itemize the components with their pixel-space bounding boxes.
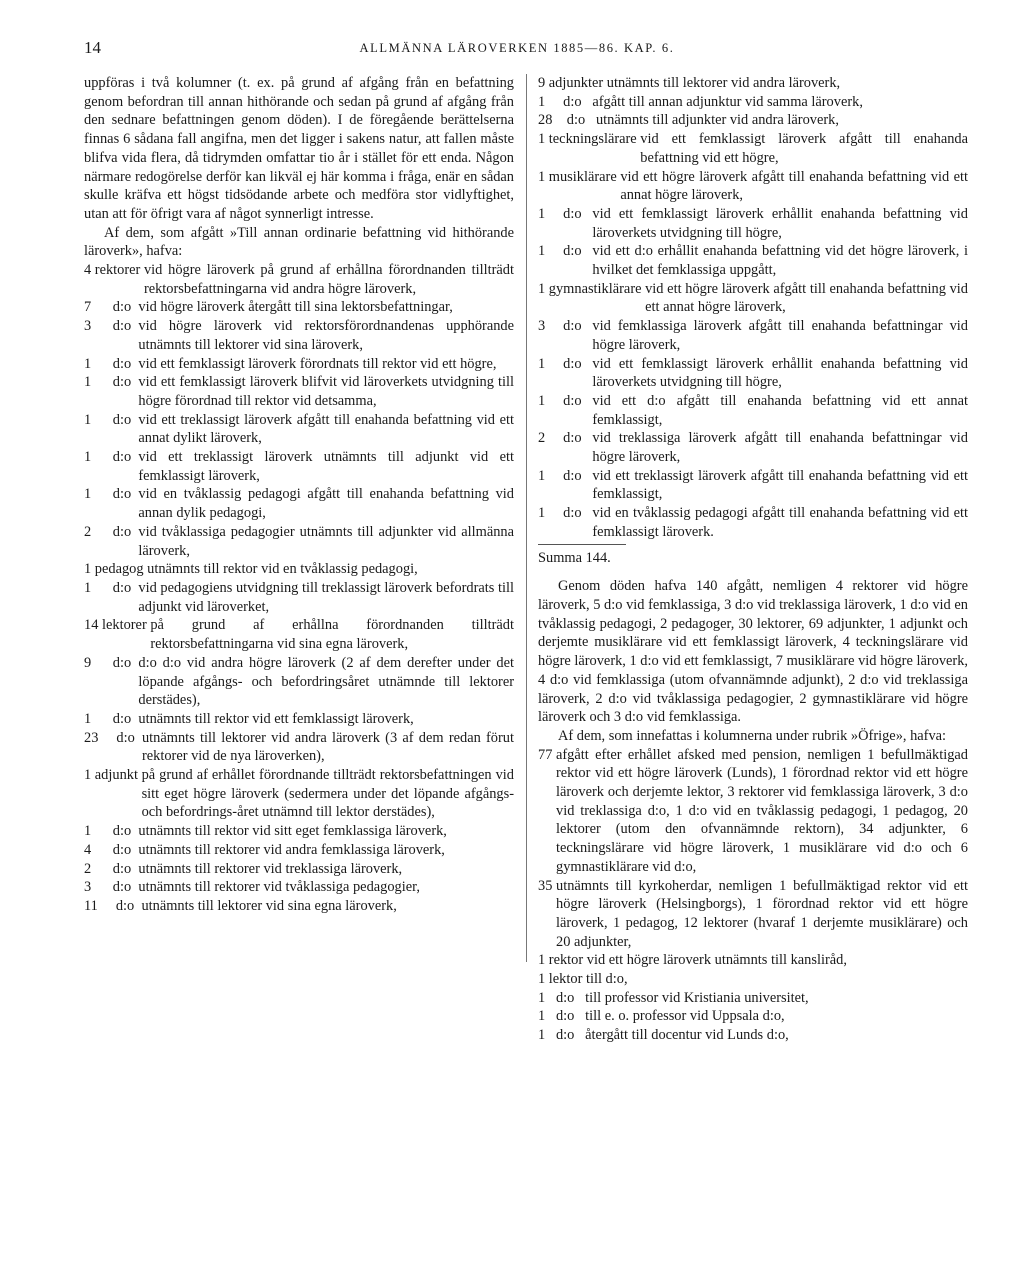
entry-count: 1 musiklärare [538,168,621,185]
entry-count: 1 d:o [84,486,139,503]
list-item [84,822,514,841]
entry-text: utnämnts till rektorer vid treklassiga läroverk, [138,860,403,877]
entry-text: vid ett treklassigt läroverk afgått till enahanda befattning vid ett femklassigt, [592,467,968,503]
entry-text: vid högre läroverk på grund af erhållna förordnanden tillträdt rektorsbefattningarna vid andra högre läroverk, [143,262,514,297]
entry-count: 1 d:o [84,823,139,840]
entry-text: vid treklassiga läroverk afgått till enahanda befattningar vid högre läroverk, [592,430,968,466]
list-item [84,878,514,897]
page-number: 14 [84,38,101,57]
entry-count: 1 gymnastiklärare [538,280,646,297]
list-item [84,560,514,579]
left-column [84,74,514,916]
list-item [84,448,514,485]
left-entry-list [84,261,514,916]
entry-text: utnämnts till rektor vid sitt eget femklassiga läroverk, [138,823,447,840]
entry-count: 1 d:o [538,205,593,222]
page-header [84,38,950,62]
entry-text: utnämnts till lektorer vid sina egna läroverk, [141,897,397,914]
list-item [84,579,514,616]
entry-text: vid ett högre läroverk afgått till enahanda befattning vid ett annat högre läroverk, [620,168,968,204]
entry-count: 1 d:o [538,989,586,1006]
ofrige-entry-list [538,746,968,1045]
list-item [538,1026,968,1045]
entry-count: 1 d:o [84,579,139,596]
entry-count: 2 d:o [538,430,593,447]
entry-text: vid ett femklassigt läroverk erhållit enahanda befattning vid läroverkets utvidgning till högre, [592,205,968,241]
entry-count: 1 [538,971,549,988]
entry-text: på grund af erhållet förordnande tillträdt rektorsbefattningen vid sitt eget högre läroverk (sedermera under det löpande afgångs- och befordrings-året utnämnd till lektor derstädes), [141,767,514,821]
entry-text: utnämnts till rektor vid en tvåklassig pedagogi, [147,561,418,578]
entry-text: lektor till d:o, [548,971,628,988]
entry-text: vid en tvåklassig pedagogi afgått till enahanda befattning vid ett femklassigt läroverk. [592,505,968,540]
entry-text: vid femklassiga läroverk afgått till enahanda befattningar vid högre läroverk, [592,318,968,353]
list-item [84,373,514,410]
entry-count: 77 [538,746,556,763]
entry-count: 7 d:o [84,299,139,316]
entry-count: 1 d:o [538,505,593,522]
entry-count: 1 d:o [538,243,593,260]
summa-total: Summa 144. [538,549,611,566]
entry-text: vid tvåklassiga pedagogier utnämnts till adjunkter vid allmänna läroverk, [138,523,514,559]
lead-paragraph: Af dem, som afgått »Till annan ordinarie befattning vid hithörande läroverk», hafva: [84,224,514,260]
entry-text: vid ett treklassigt läroverk afgått till enahanda befattning vid ett annat dylikt läroverk, [138,411,514,447]
entry-count: 1 pedagog [84,561,148,578]
entry-count: 28 d:o [538,112,596,129]
entry-text: vid högre läroverk vid rektorsförordnandenas upphörande utnämnts till lektorer vid sina läroverk, [138,318,514,353]
entry-text: till e. o. professor vid Uppsala d:o, [585,1008,785,1025]
intro-paragraph: uppföras i två kolumner (t. ex. på grund af afgång från en befattning genom befordran till annan hithörande och sedan på grund af afgång från den sednare befattningen genom döden). I de föregående berättelserna finnas 6 sådana fall angifna, men det ligger i sakens natur, att fallen måste blifva vida flera, då tidrymden omfattar tio år i stället för ett enda. Någon närmare redogörelse derför kan likväl ej här komma i fråga, enär en sådan skulle kräfva ett högst tidsödande arbete och medföra stor vidlyftighet, utan att för öfrigt vara af något synnerligt intresse. [84,75,514,222]
entry-text: utnämnts till rektorer vid tvåklassiga pedagogier, [138,879,420,896]
list-item [538,746,968,877]
entry-count: 35 [538,877,556,894]
entry-count: 3 d:o [84,879,139,896]
entry-text: till professor vid Kristiania universitet, [585,989,809,1006]
list-item [538,242,968,279]
entry-text: d:o d:o vid andra högre läroverk (2 af dem derefter under det löpande afgångs- och befordringsåret utnämnde till lektorer derstädes), [138,654,514,709]
entry-count: 1 d:o [84,710,139,727]
list-item [538,168,968,205]
list-item [538,429,968,466]
entry-count: 4 d:o [84,841,139,858]
entry-text: afgått till annan adjunktur vid samma läroverk, [592,93,863,110]
entry-text: utnämnts till lektorer vid andra läroverk (3 af dem redan förut rektorer vid de nya läroverken), [141,729,514,765]
list-item [84,897,514,916]
entry-count: 4 rektorer [84,262,144,279]
list-item [538,877,968,952]
list-item [84,766,514,822]
list-item [538,989,968,1008]
entry-count: 2 d:o [84,523,139,540]
entry-text: utnämnts till lektorer vid andra läroverk, [606,75,841,91]
entry-count: 1 d:o [538,392,593,409]
entry-count: 14 lektorer [84,617,151,634]
list-item [84,729,514,766]
list-item [84,523,514,560]
ofrige-paragraph: Af dem, som innefattas i kolumnerna under rubrik »Öfrige», hafva: [558,727,947,744]
list-item [84,261,514,298]
entry-text: vid ett d:o afgått till enahanda befattning vid ett annat femklassigt, [592,392,968,428]
entry-text: vid en tvåklassig pedagogi afgått till enahanda befattning vid annan dylik pedagogi, [138,486,514,522]
list-item [84,860,514,879]
entry-text: vid ett d:o erhållit enahanda befattning vid det högre läroverk, i hvilket det femklassiga uppgått, [592,243,968,279]
list-item [538,504,968,541]
entry-count: 1 d:o [84,411,139,428]
entry-count: 1 [538,952,549,969]
entry-text: vid ett femklassigt läroverk afgått till enahanda befattning vid ett högre, [640,131,968,166]
entry-count: 1 d:o [538,1008,586,1025]
entry-text: vid ett högre läroverk afgått till enahanda befattning vid ett annat högre läroverk, [645,280,968,316]
entry-text: vid ett femklassigt läroverk blifvit vid läroverkets utvidgning till högre förordnad till rektor vid detsamma, [138,374,514,409]
list-item [538,970,968,989]
entry-text: vid ett treklassigt läroverk utnämnts till adjunkt vid ett femklassigt läroverk, [138,449,514,484]
entry-count: 1 d:o [84,374,139,391]
entry-text: utnämnts till adjunkter vid andra läroverk, [595,112,839,129]
entry-text: vid högre läroverk återgått till sina lektorsbefattningar, [138,299,453,316]
right-column [538,74,968,1045]
entry-text: utnämnts till rektorer vid andra femklassiga läroverk, [138,841,445,858]
list-item [538,130,968,167]
list-item [84,841,514,860]
entry-count: 23 d:o [84,729,142,746]
list-item [538,93,968,112]
entry-text: vid ett femklassigt läroverk förordnats till rektor vid ett högre, [138,355,497,372]
entry-count: 1 d:o [538,1027,586,1044]
entry-text: vid ett femklassigt läroverk erhållit enahanda befattning vid läroverkets utvidgning till högre, [592,355,968,391]
entry-text: utnämnts till rektor vid ett femklassigt läroverk, [138,710,414,727]
death-paragraph: Genom döden hafva 140 afgått, nemligen 4 rektorer vid högre läroverk, 5 d:o vid femklassiga, 3 d:o vid treklassiga läroverk, 1 d:o vid en tvåklassig pedagogi, 2 pedagoger, 30 lektorer, 69 adjunkter, 1 adjunkt och derjemte musiklärare vid ett femklassigt läroverk, 4 teckningslärare vid högre läroverk, 1 d:o vid ett femklassigt, 7 musiklärare vid högre läroverk, 4 d:o vid femklassiga (utom ofvannämnde adjunkt), 2 d:o vid treklassiga läroverk, 2 d:o vid tvåklassiga pedagogier, 2 gymnastiklärare vid högre läroverk och 3 d:o vid femklassiga. [538,578,968,726]
list-item [84,654,514,710]
entry-count: 1 d:o [538,467,593,484]
list-item [538,74,968,93]
list-item [84,355,514,374]
entry-count: 1 d:o [84,355,139,372]
list-item [538,951,968,970]
list-item [538,280,968,317]
entry-count: 1 d:o [84,449,139,466]
entry-count: 2 d:o [84,860,139,877]
running-head: ALLMÄNNA LÄROVERKEN 1885—86. KAP. 6. [359,41,675,55]
entry-count: 1 adjunkt [84,767,142,784]
entry-count: 1 d:o [538,93,593,110]
list-item [538,317,968,354]
right-entry-list [538,74,968,542]
entry-count: 9 adjunkter [538,75,607,91]
list-item [84,616,514,653]
entry-count: 3 d:o [84,318,139,335]
summa-rule [538,544,626,545]
list-item [84,317,514,354]
list-item [538,355,968,392]
entry-text: återgått till docentur vid Lunds d:o, [585,1027,789,1044]
list-item [84,710,514,729]
list-item [538,205,968,242]
list-item [84,411,514,448]
entry-count: 9 d:o [84,654,139,671]
list-item [84,485,514,522]
entry-count: 3 d:o [538,318,593,335]
entry-text: afgått efter erhållet afsked med pension, nemligen 1 befullmäktigad rektor vid ett högre läroverk (Lunds), 1 förordnad rektor vid ett högre läroverk och derjemte lektor, 3 rektorer vid femklassiga läroverk, 3 d:o vid treklassiga d:o, 1 d:o vid en tvåklassig pedagogi, 1 pedagog, 20 lektorer (utom den ofvannämnde rektorn), 34 adjunkter, 6 teckningslärare vid högre läroverk, 1 musiklärare vid d:o och 6 gymnastiklärare vid d:o, [556,746,968,875]
entry-text: på grund af erhållna förordnanden tillträdt rektorsbefattningarna vid sina egna läroverk, [150,617,514,653]
entry-count: 11 d:o [84,897,142,914]
list-item [538,467,968,504]
entry-text: utnämnts till kyrkoherdar, nemligen 1 befullmäktigad rektor vid ett högre läroverk (Helsingborgs), 1 förordnad rektor vid ett högre läroverk, 1 pedagog, 12 lektorer (hvaraf 1 derjemte musiklärare) och 20 adjunkter, [556,877,968,950]
list-item [538,392,968,429]
entry-text: rektor vid ett högre läroverk utnämnts till kansliråd, [548,952,847,969]
column-divider [526,74,527,962]
list-item [538,1007,968,1026]
entry-count: 1 teckningslärare [538,131,641,148]
entry-count: 1 d:o [538,355,593,372]
entry-text: vid pedagogiens utvidgning till treklassigt läroverk befordrats till adjunkt vid läroverket, [138,579,514,615]
list-item [84,298,514,317]
list-item [538,111,968,130]
